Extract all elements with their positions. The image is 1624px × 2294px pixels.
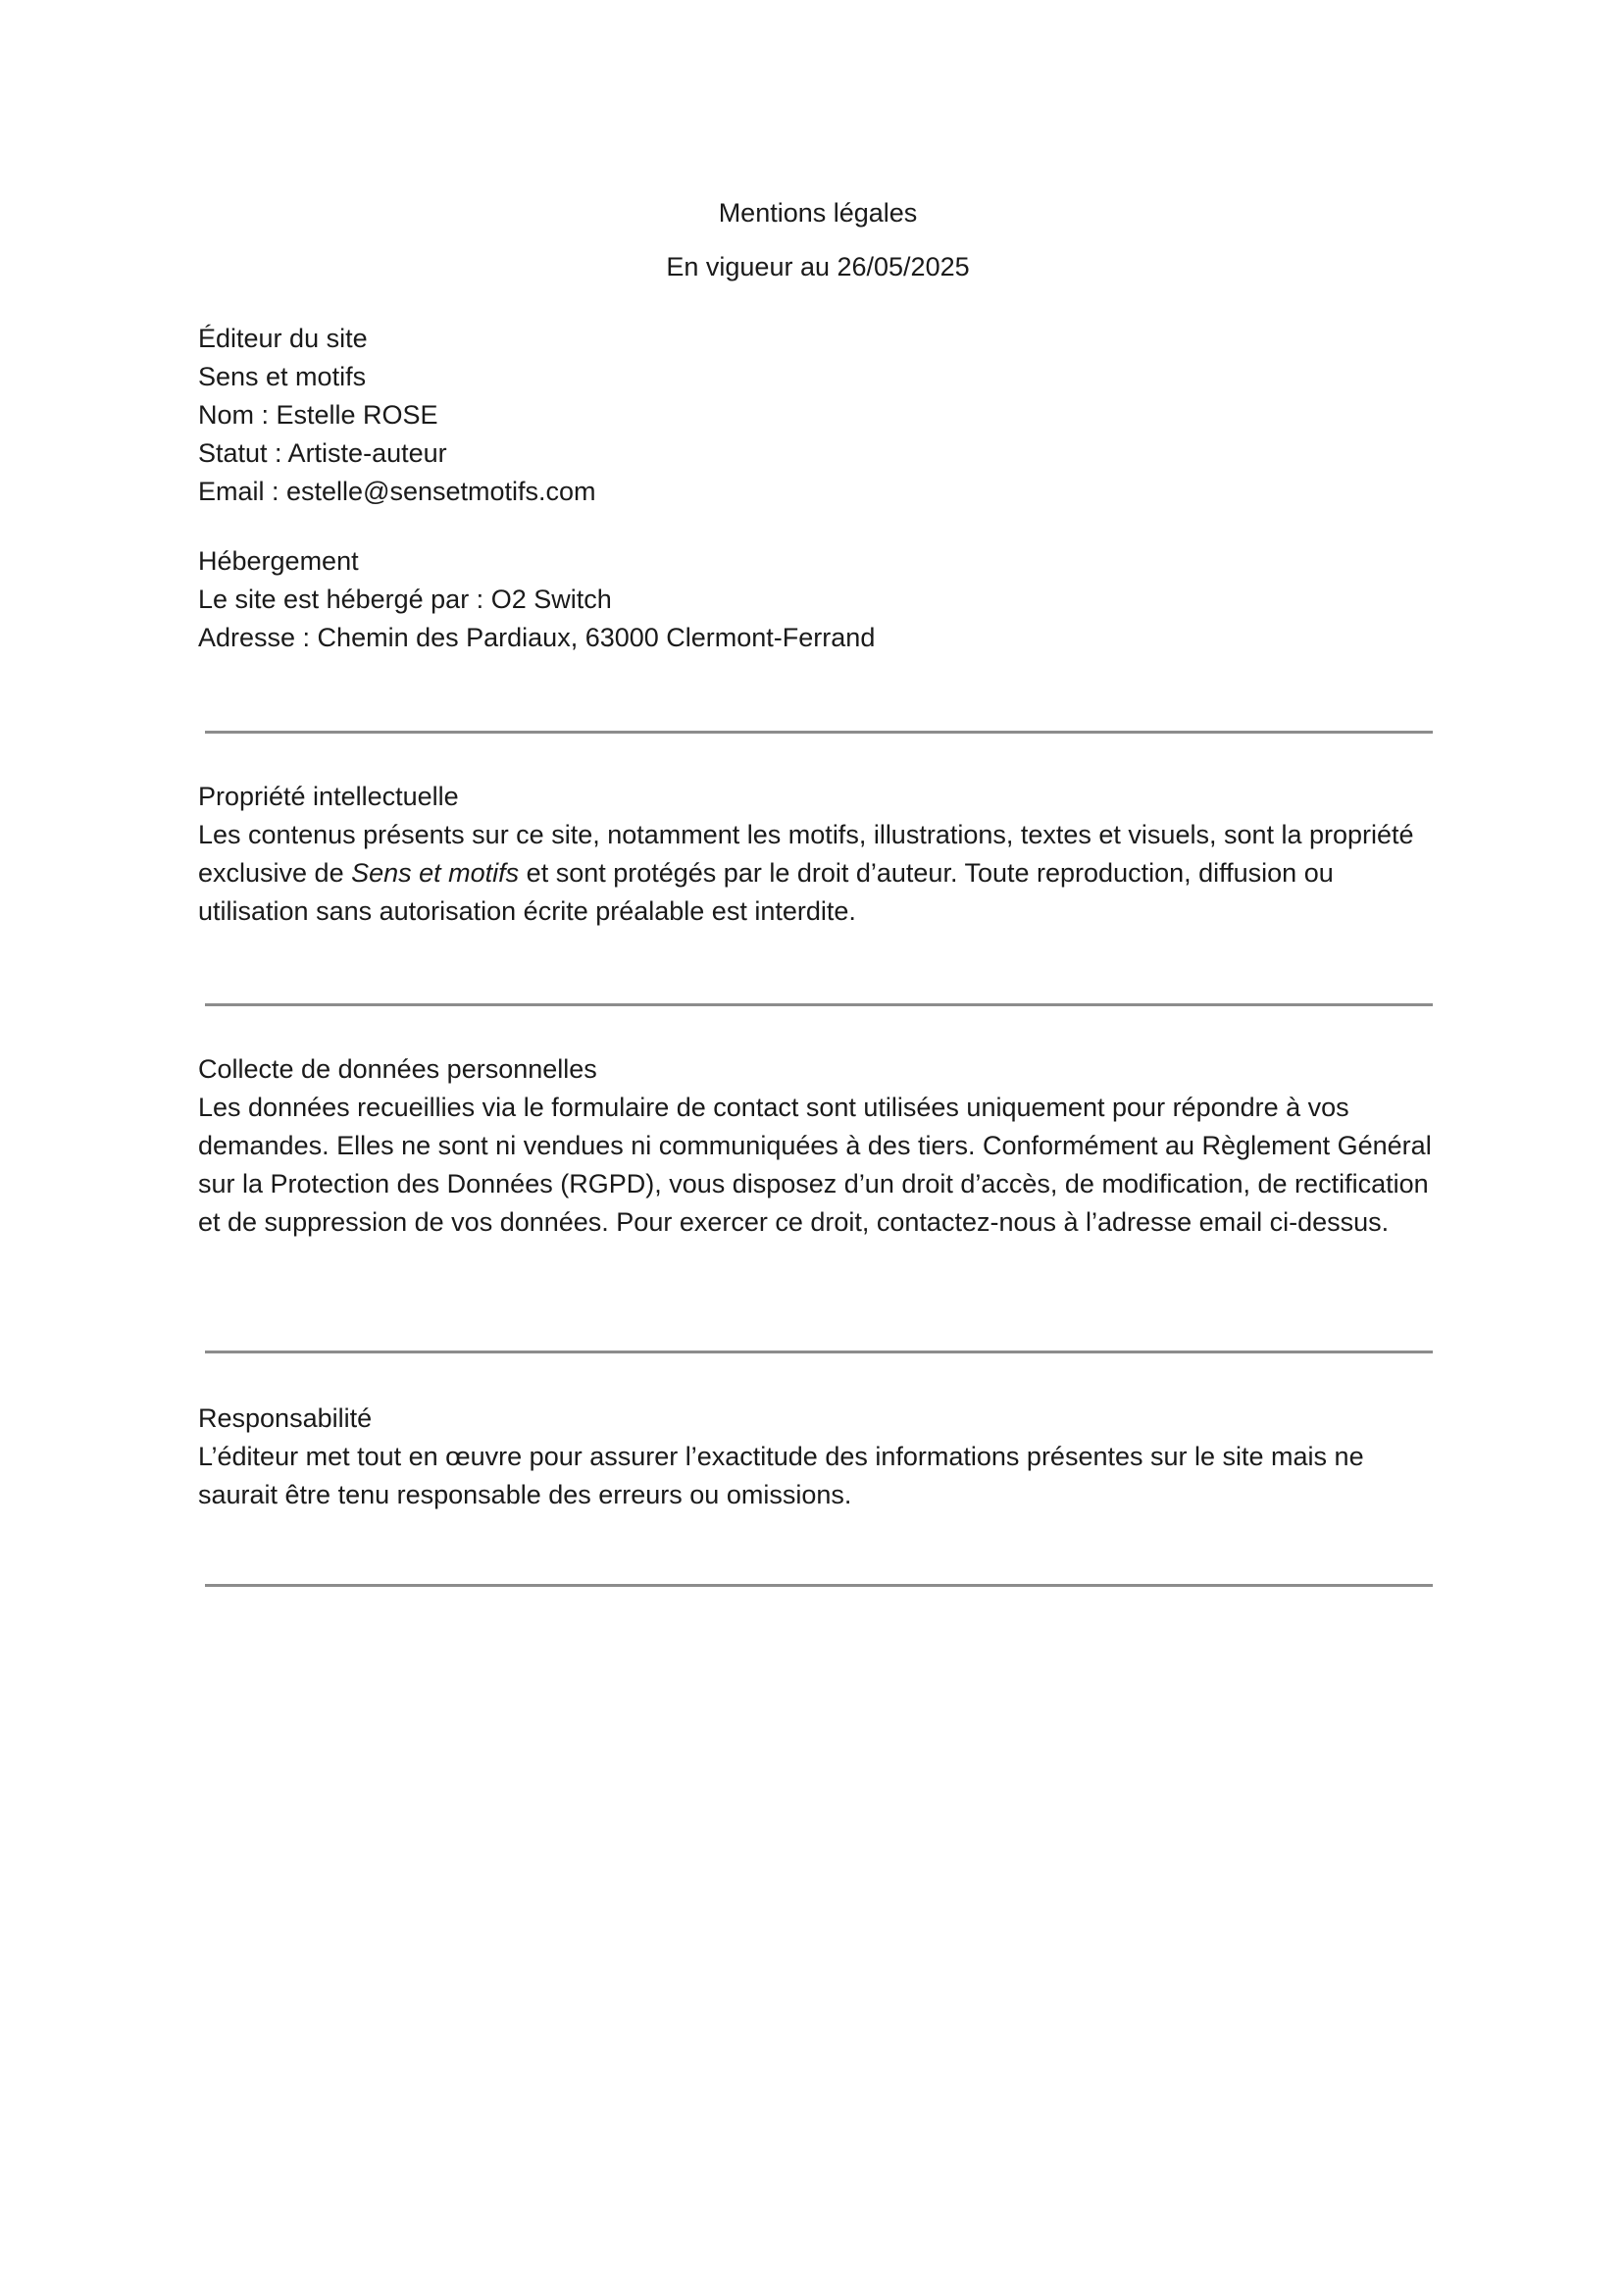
section-editeur xyxy=(198,320,1444,511)
brand-emphasis: Sens et motifs xyxy=(351,858,520,888)
host-address: Adresse : Chemin des Pardiaux, 63000 Clermont-Ferrand xyxy=(198,623,876,652)
section-heading-propriete: Propriété intellectuelle xyxy=(198,782,459,811)
divider xyxy=(205,1351,1433,1353)
site-name: Sens et motifs xyxy=(198,362,367,391)
propriete-paragraph xyxy=(198,816,1444,931)
effective-date: En vigueur au 26/05/2025 xyxy=(666,252,970,281)
donnees-paragraph: Les données recueillies via le formulaire de contact sont utilisées uniquement pour répondre à vos demandes. Elles ne sont ni vendues ni communiquées à des tiers. Conformément au Règlement Général sur la Protection des Données (RGPD), vous disposez d’un droit d’accès, de modification, de rectification et de suppression de vos données. Pour exercer ce droit, contactez-nous à l’adresse email ci-dessus. xyxy=(198,1093,1432,1237)
editor-email: Email : estelle@sensetmotifs.com xyxy=(198,477,596,506)
section-heading-hebergement: Hébergement xyxy=(198,546,359,576)
propriete-text-start: Les contenus présents sur ce site, notamment les motifs, illustrations, textes et visuels, sont la propriété exclusive de xyxy=(198,820,1414,888)
divider xyxy=(205,1003,1433,1006)
section-propriete xyxy=(198,778,1444,931)
page-title: Mentions légales xyxy=(718,198,918,228)
divider xyxy=(205,1584,1433,1587)
section-heading-donnees: Collecte de données personnelles xyxy=(198,1054,597,1084)
propriete-text-end: et sont protégés par le droit d’auteur. Toute reproduction, diffusion ou utilisation sans autorisation écrite préalable est interdite. xyxy=(198,858,1334,926)
section-heading-responsabilite: Responsabilité xyxy=(198,1403,373,1433)
editor-name: Nom : Estelle ROSE xyxy=(198,400,438,430)
divider xyxy=(205,731,1433,734)
section-donnees xyxy=(198,1050,1444,1242)
section-heading-editeur: Éditeur du site xyxy=(198,324,368,353)
responsabilite-paragraph: L’éditeur met tout en œuvre pour assurer l’exactitude des informations présentes sur le site mais ne saurait être tenu responsable des erreurs ou omissions. xyxy=(198,1442,1364,1509)
editor-status: Statut : Artiste-auteur xyxy=(198,438,447,468)
section-hebergement xyxy=(198,542,1444,657)
section-responsabilite xyxy=(198,1400,1444,1514)
host-name: Le site est hébergé par : O2 Switch xyxy=(198,585,612,614)
